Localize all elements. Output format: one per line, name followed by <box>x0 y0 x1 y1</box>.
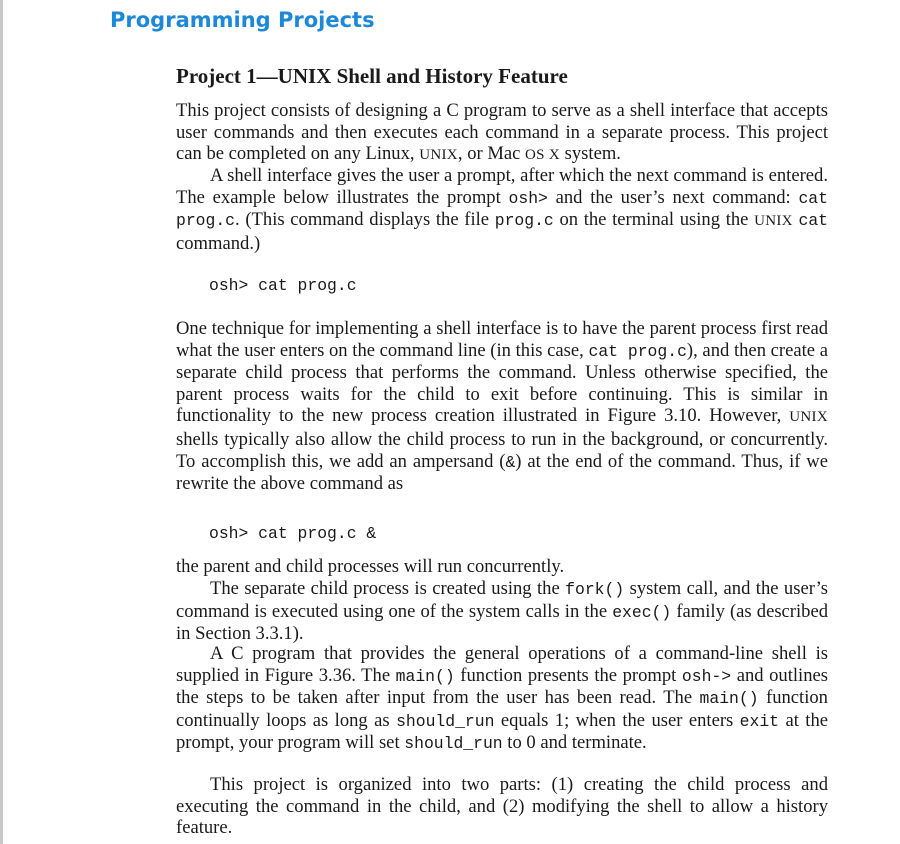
project-heading: Project 1—UNIX Shell and History Feature <box>176 64 568 88</box>
paragraph-main-function: A C program that provides the general operations of a command-line shell is supplied in Figure 3.36. The main() function presents the prompt osh-> and outlines the steps to be taken after input from the user has been read. The main() function continually loops as long as should_run equals 1; when the user enters exit at the prompt, your program will set should_run to 0 and terminate. <box>176 643 828 754</box>
paragraph-intro: This project consists of designing a C program to serve as a shell interface that accepts user commands and then executes each command in a separate process. This project can be completed on any Linux, UNIX, or Mac OS X system. <box>176 100 828 165</box>
code-example-1: osh> cat prog.c <box>209 276 357 295</box>
paragraph-technique: One technique for implementing a shell interface is to have the parent process first read what the user enters on the command line (in this case, cat prog.c), and then create a separate child process that performs the command. Unless otherwise specified, the parent process waits for the child to exit before continuing. This is similar in functionality to the new process creation illustrated in Figure 3.10. However, UNIX shells typically also allow the child process to run in the background, or concurrently. To accomplish this, we add an ampersand (&) at the end of the command. Thus, if we rewrite the above command as <box>176 318 828 495</box>
code-example-2: osh> cat prog.c & <box>209 524 377 543</box>
paragraph-fork: The separate child process is created using the fork() system call, and the user’s command is executed using one of the system calls in the exec() family (as described in Section 3.3.1). <box>176 578 829 645</box>
page-left-border <box>0 0 3 844</box>
section-title: Programming Projects <box>110 8 375 32</box>
paragraph-organization: This project is organized into two parts: (1) creating the child process and executing the command in the child, and (2) modifying the shell to allow a history feature. <box>176 774 828 839</box>
paragraph-concurrent: the parent and child processes will run concurrently. <box>176 556 565 577</box>
paragraph-shell-interface: A shell interface gives the user a prompt, after which the next command is entered. The example below illustrates the prompt osh> and the user’s next command: cat prog.c. (This command displays the file prog.c on the terminal using the UNIX cat command.) <box>176 165 828 254</box>
